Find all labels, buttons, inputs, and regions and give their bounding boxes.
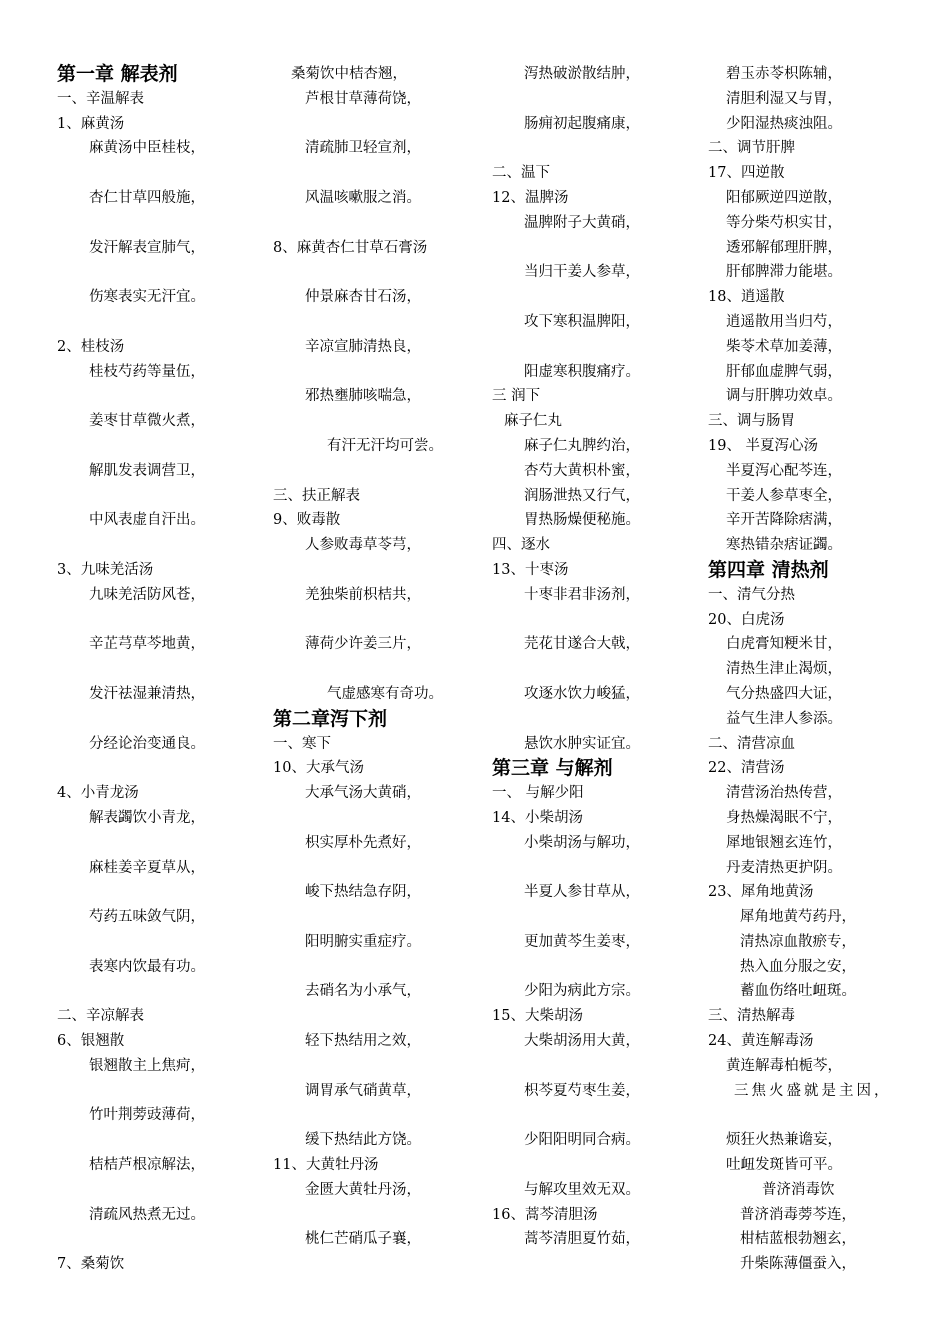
- verse-line: 调胃承气硝黄草，: [305, 1082, 421, 1099]
- blank-line: [492, 905, 704, 930]
- verse-line: 姜枣甘草微火煮，: [89, 413, 205, 430]
- verse-line: 胃热肠燥便秘施。: [524, 512, 640, 529]
- blank-line: [492, 856, 704, 881]
- verse-line: 蓄血伤络吐衄斑。: [740, 983, 856, 1000]
- column-4: [708, 62, 948, 1277]
- blank-line: [492, 1054, 704, 1079]
- blank-line: [57, 930, 267, 955]
- verse-line: 半夏人参甘草从，: [524, 884, 640, 901]
- section-heading: 8、麻黄杏仁甘草石膏汤: [273, 239, 428, 256]
- verse-line: 伤寒表实无汗宜。: [89, 289, 205, 306]
- section-heading: 二、清营凉血: [708, 735, 795, 752]
- blank-line: [273, 1054, 488, 1079]
- verse-line: 当归干姜人参草，: [524, 264, 640, 281]
- verse-line: 风温咳嗽服之消。: [305, 189, 421, 206]
- section-heading: 7、桑菊饮: [57, 1256, 125, 1273]
- verse-line: 清热生津止渴烦，: [726, 661, 842, 678]
- verse-line: 分经论治变通良。: [89, 735, 205, 752]
- section-heading: 3、九味羌活汤: [57, 561, 154, 578]
- verse-line: 清胆利湿又与胃，: [726, 90, 842, 107]
- blank-line: [57, 756, 267, 781]
- section-heading: 三、清热解毒: [708, 1008, 795, 1025]
- verse-line: 碧玉赤苓枳陈辅，: [726, 66, 842, 82]
- blank-line: [273, 310, 488, 335]
- verse-line: 桃仁芒硝瓜子襄，: [305, 1231, 421, 1248]
- section-heading: 一、寒下: [273, 735, 331, 752]
- verse-line: 芫花甘遂合大戟，: [524, 636, 640, 653]
- blank-line: [57, 533, 267, 558]
- section-heading: 16、蒿芩清胆汤: [492, 1206, 598, 1223]
- blank-line: [492, 608, 704, 633]
- blank-line: [273, 112, 488, 137]
- verse-line: 悬饮水肿实证宜。: [524, 735, 640, 752]
- verse-line: 身热燥渴眠不宁，: [726, 809, 842, 826]
- blank-line: [57, 310, 267, 335]
- blank-line: [57, 161, 267, 186]
- section-heading: 14、小柴胡汤: [492, 809, 583, 826]
- chapter-heading: 第四章 清热剂: [708, 558, 829, 581]
- verse-line: 白虎膏知粳米甘，: [726, 636, 842, 653]
- verse-line: 辛芷芎草芩地黄，: [89, 636, 205, 653]
- verse-line: 阳郁厥逆四逆散，: [726, 189, 842, 206]
- verse-line: 更加黄芩生姜枣，: [524, 933, 640, 950]
- verse-line: 桂枝芍药等量伍，: [89, 363, 205, 380]
- verse-line: 阳虚寒积腹痛疗。: [524, 363, 640, 380]
- section-heading: 15、大柴胡汤: [492, 1008, 583, 1025]
- blank-line: [273, 360, 488, 385]
- column-1: [57, 62, 267, 1277]
- verse-line: 麻子仁丸脾约治，: [524, 437, 640, 454]
- blank-line: [57, 880, 267, 905]
- blank-line: [273, 608, 488, 633]
- blank-line: [273, 657, 488, 682]
- section-heading: 一、辛温解表: [57, 90, 144, 107]
- verse-line: 丹麦清热更护阴。: [726, 859, 842, 876]
- blank-line: [57, 1178, 267, 1203]
- verse-line: 普济消毒蒡芩连，: [740, 1206, 856, 1223]
- verse-line: 少阳为病此方宗。: [524, 983, 640, 1000]
- verse-line: 升柴陈薄僵蚕入，: [740, 1256, 856, 1273]
- section-heading: 10、大承气汤: [273, 760, 364, 777]
- verse-line: 表寒内饮最有功。: [89, 958, 205, 975]
- verse-line: 吐衄发斑皆可平。: [726, 1157, 842, 1174]
- blank-line: [492, 1153, 704, 1178]
- blank-line: [57, 484, 267, 509]
- verse-line: 枳芩夏芍枣生姜，: [524, 1082, 640, 1099]
- verse-line: 气虚感寒有奇功。: [327, 685, 443, 702]
- verse-line: 蒿芩清胆夏竹茹，: [524, 1231, 640, 1248]
- blank-line: [273, 161, 488, 186]
- verse-line: 黄连解毒柏栀芩，: [726, 1057, 842, 1074]
- verse-line: 中风表虚自汗出。: [89, 512, 205, 529]
- section-heading: 19、 半夏泻心汤: [708, 437, 819, 454]
- verse-line: 大柴胡汤用大黄，: [524, 1033, 640, 1050]
- section-heading: 23、犀角地黄汤: [708, 884, 814, 901]
- section-heading: 12、温脾汤: [492, 189, 569, 206]
- verse-line: 芦根甘草薄荷饶，: [305, 90, 421, 107]
- verse-line: 小柴胡汤与解功，: [524, 834, 640, 851]
- verse-line: 桑菊饮中桔杏翘，: [291, 66, 407, 82]
- section-heading: 三 润下: [492, 388, 541, 405]
- blank-line: [273, 806, 488, 831]
- verse-line: 气分热盛四大证，: [726, 685, 842, 702]
- verse-line: 犀角地黄芍药丹，: [740, 909, 856, 926]
- verse-line: 透邪解郁理肝脾，: [726, 239, 842, 256]
- verse-line: 薄荷少许姜三片，: [305, 636, 421, 653]
- verse-line: 等分柴芍枳实甘，: [726, 214, 842, 231]
- verse-line: 攻下寒积温脾阳，: [524, 313, 640, 330]
- blank-line: [57, 1227, 267, 1252]
- verse-line: 寒热错杂痞证蠲。: [726, 537, 842, 554]
- verse-line: 解肌发表调营卫，: [89, 462, 205, 479]
- verse-line: 肝郁血虚脾气弱，: [726, 363, 842, 380]
- blank-line: [57, 434, 267, 459]
- verse-line: 解表蠲饮小青龙，: [89, 809, 205, 826]
- blank-line: [57, 384, 267, 409]
- blank-line: [273, 856, 488, 881]
- verse-line: 热入血分服之安，: [740, 958, 856, 975]
- verse-line: 人参败毒草苓芎，: [305, 537, 421, 554]
- verse-line: 有汗无汗均可尝。: [327, 437, 443, 454]
- verse-line: 杏芍大黄枳朴蜜，: [524, 462, 640, 479]
- verse-line: 干姜人参草枣全，: [726, 487, 842, 504]
- section-heading: 麻子仁丸: [504, 413, 562, 430]
- verse-line: 少阳湿热痰浊阻。: [726, 115, 842, 132]
- verse-line: 发汗祛湿兼清热，: [89, 685, 205, 702]
- blank-line: [492, 285, 704, 310]
- verse-line: 缓下热结此方饶。: [305, 1132, 421, 1149]
- verse-line: 普济消毒饮: [762, 1181, 835, 1198]
- verse-line: 杏仁甘草四般施，: [89, 189, 205, 206]
- section-heading: 一、清气分热: [708, 586, 795, 603]
- verse-line: 与解攻里效无双。: [524, 1181, 640, 1198]
- verse-line: 温脾附子大黄硝，: [524, 214, 640, 231]
- verse-line: 仲景麻杏甘石汤，: [305, 289, 421, 306]
- verse-line: 辛开苦降除痞满，: [726, 512, 842, 529]
- blank-line: [492, 335, 704, 360]
- blank-line: [708, 1103, 948, 1128]
- verse-line: 攻逐水饮力峻猛，: [524, 685, 640, 702]
- chapter-heading: 第三章 与解剂: [492, 757, 613, 780]
- verse-line: 麻黄汤中臣桂枝，: [89, 140, 205, 157]
- blank-line: [57, 260, 267, 285]
- verse-line: 竹叶荆蒡豉薄荷，: [89, 1107, 205, 1124]
- blank-line: [57, 211, 267, 236]
- verse-line: 清疏风热煮无过。: [89, 1206, 205, 1223]
- section-heading: 二、调节肝脾: [708, 140, 795, 157]
- verse-line: 润肠泄热又行气，: [524, 487, 640, 504]
- verse-line: 益气生津人参添。: [726, 710, 842, 727]
- section-heading: 一、 与解少阳: [492, 785, 584, 802]
- verse-line: 半夏泻心配芩连，: [726, 462, 842, 479]
- column-3: [492, 62, 704, 1252]
- blank-line: [57, 1128, 267, 1153]
- verse-line: 肠痈初起腹痛康，: [524, 115, 640, 132]
- blank-line: [57, 831, 267, 856]
- blank-line: [273, 1203, 488, 1228]
- blank-line: [273, 905, 488, 930]
- verse-line: 泻热破淤散结肿，: [524, 66, 640, 82]
- verse-line: 枳实厚朴先煮好，: [305, 834, 421, 851]
- section-heading: 13、十枣汤: [492, 561, 569, 578]
- section-heading: 二、温下: [492, 165, 550, 182]
- verse-line: 阳明腑实重症疗。: [305, 933, 421, 950]
- blank-line: [273, 1103, 488, 1128]
- blank-line: [273, 459, 488, 484]
- blank-line: [492, 236, 704, 261]
- blank-line: [273, 1004, 488, 1029]
- verse-line: 烦狂火热兼谵妄，: [726, 1132, 842, 1149]
- blank-line: [273, 409, 488, 434]
- verse-line: 十枣非君非汤剂，: [524, 586, 640, 603]
- blank-line: [273, 558, 488, 583]
- verse-line: 少阳阳明同合病。: [524, 1132, 640, 1149]
- section-heading: 三、扶正解表: [273, 487, 360, 504]
- section-heading: 9、败毒散: [273, 512, 341, 529]
- section-heading: 17、四逆散: [708, 165, 785, 182]
- section-heading: 20、白虎汤: [708, 611, 785, 628]
- section-heading: 2、桂枝汤: [57, 338, 125, 355]
- section-heading: 1、麻黄汤: [57, 115, 125, 132]
- section-heading: 二、辛凉解表: [57, 1008, 144, 1025]
- section-heading: 11、大黄牡丹汤: [273, 1157, 379, 1174]
- verse-line: 大承气汤大黄硝，: [305, 785, 421, 802]
- verse-line: 邪热壅肺咳喘急，: [305, 388, 421, 405]
- section-heading: 18、逍遥散: [708, 289, 785, 306]
- blank-line: [273, 211, 488, 236]
- blank-line: [492, 136, 704, 161]
- verse-line: 调与肝脾功效卓。: [726, 388, 842, 405]
- blank-line: [57, 979, 267, 1004]
- verse-line: 金匮大黄牡丹汤，: [305, 1181, 421, 1198]
- chapter-heading: 第二章泻下剂: [273, 707, 388, 730]
- verse-line: 柴苓术草加姜薄，: [726, 338, 842, 355]
- blank-line: [492, 955, 704, 980]
- verse-line: 轻下热结用之效，: [305, 1033, 421, 1050]
- blank-line: [57, 1079, 267, 1104]
- verse-line: 银翘散主上焦疴，: [89, 1057, 205, 1074]
- section-heading: 4、小青龙汤: [57, 785, 139, 802]
- verse-line: 清热凉血散瘀专，: [740, 933, 856, 950]
- column-2: [273, 62, 488, 1252]
- verse-line: 三焦火盛就是主因，: [734, 1082, 892, 1099]
- blank-line: [492, 707, 704, 732]
- verse-line: 桔桔芦根凉解法，: [89, 1157, 205, 1174]
- section-heading: 22、清营汤: [708, 760, 785, 777]
- verse-line: 发汗解表宣肺气，: [89, 239, 205, 256]
- blank-line: [57, 707, 267, 732]
- verse-line: 逍遥散用当归芍，: [726, 313, 842, 330]
- verse-line: 辛凉宣肺清热良，: [305, 338, 421, 355]
- blank-line: [492, 1103, 704, 1128]
- chapter-heading: 第一章 解表剂: [57, 63, 178, 85]
- blank-line: [492, 657, 704, 682]
- section-heading: 四、逐水: [492, 537, 550, 554]
- blank-line: [57, 657, 267, 682]
- verse-line: 清营汤治热传营，: [726, 785, 842, 802]
- verse-line: 羌独柴前枳桔共，: [305, 586, 421, 603]
- blank-line: [273, 260, 488, 285]
- verse-line: 九味羌活防风苍，: [89, 586, 205, 603]
- verse-line: 麻桂姜辛夏草从，: [89, 859, 205, 876]
- verse-line: 肝郁脾滞力能堪。: [726, 264, 842, 281]
- verse-line: 犀地银翘玄连竹，: [726, 834, 842, 851]
- section-heading: 6、银翘散: [57, 1033, 125, 1050]
- section-heading: 24、黄连解毒汤: [708, 1033, 814, 1050]
- verse-line: 芍药五味敛气阴，: [89, 909, 205, 926]
- blank-line: [273, 955, 488, 980]
- section-heading: 三、调与肠胃: [708, 413, 795, 430]
- verse-line: 去硝名为小承气，: [305, 983, 421, 1000]
- blank-line: [57, 608, 267, 633]
- verse-line: 柑桔蓝根勃翘玄，: [740, 1231, 856, 1248]
- blank-line: [492, 87, 704, 112]
- verse-line: 峻下热结急存阴，: [305, 884, 421, 901]
- verse-line: 清疏肺卫轻宣剂，: [305, 140, 421, 157]
